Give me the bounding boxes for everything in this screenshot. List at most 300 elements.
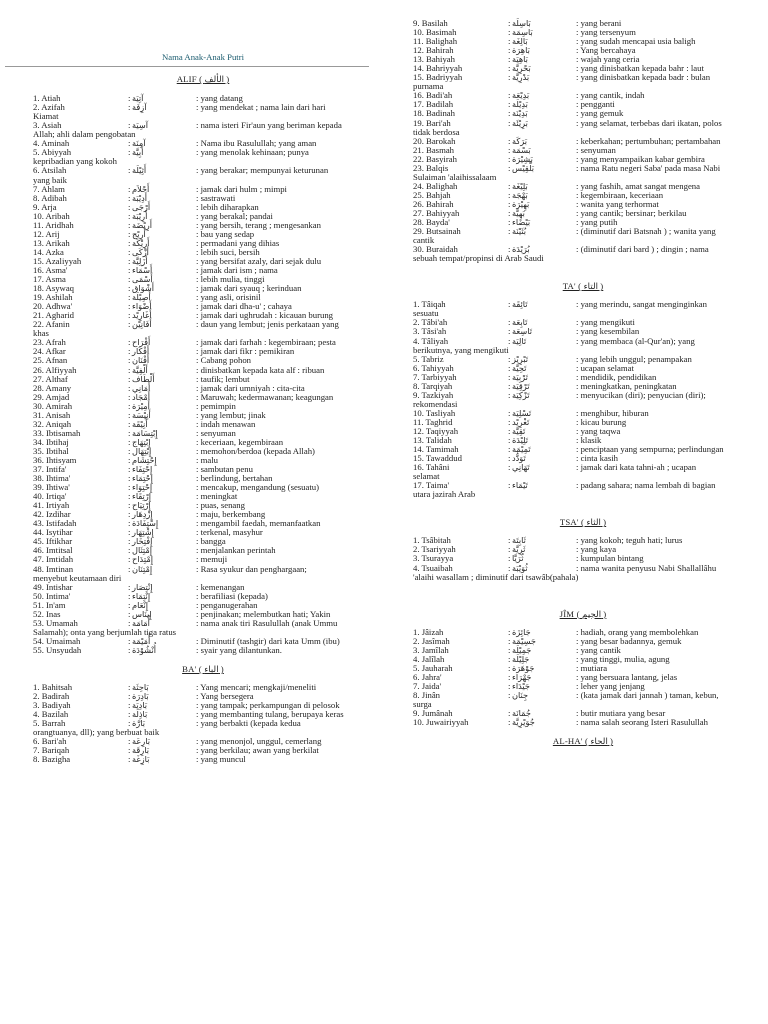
entry-meaning: : mengambil faedah, memanfaatkan — [196, 518, 321, 529]
entry-meaning: : jamak dari dha-u' ; cahaya — [196, 301, 292, 312]
name-entry — [413, 564, 753, 582]
entry-name: 11. Balighah — [413, 36, 458, 47]
entry-meaning: : (diminutif dari bard ) ; dingin ; nama — [576, 244, 709, 255]
entry-arabic: أَسْمَى — [132, 274, 153, 285]
entry-separator: : — [128, 545, 131, 556]
entry-arabic: بَلِيْغَة — [512, 180, 528, 191]
entry-separator: : — [128, 102, 131, 113]
entry-meaning: : pemimpin — [196, 400, 236, 411]
entry-separator: : — [508, 444, 511, 455]
entry-arabic: أَفَانِيْن — [132, 319, 152, 330]
entry-name: 41. Irtiyah — [33, 500, 70, 511]
entry-arabic: جِنَان — [512, 690, 529, 700]
section-heading: TA' ( التاء ) — [562, 281, 604, 292]
entry-separator: : — [128, 509, 131, 520]
entry-name: 4. Jalîlah — [413, 653, 445, 664]
entry-arabic: أَلْفِيَّة — [132, 364, 148, 375]
entry-arabic: جَمِيْلَة — [512, 644, 532, 655]
entry-name: 2. Tsariyyah — [413, 544, 456, 555]
entry-meaning: : wajah yang ceria — [576, 54, 640, 65]
entry-separator: : — [508, 626, 511, 637]
entry-meaning: : yang menolak kehinaan; punya — [196, 147, 309, 158]
entry-meaning: : Yang bercahaya — [576, 45, 636, 56]
entry-name: 10. Basimah — [413, 27, 457, 38]
entry-meaning: : Nama ibu Rasulullah; yang aman — [196, 138, 317, 149]
entry-arabic: جَلِيْلَة — [512, 653, 530, 664]
entry-separator: : — [128, 445, 131, 456]
entry-name: 8. Tarqiyah — [413, 380, 453, 391]
document-title: Nama Anak-Anak Putri — [161, 52, 245, 62]
entry-name: 11. Aridhah — [33, 219, 74, 230]
entry-meaning: : maju, berkembang — [196, 509, 266, 520]
entry-arabic: إِحْتِوَاء — [132, 482, 153, 493]
entry-name: 18. Asywaq — [33, 283, 75, 294]
entry-separator: : — [128, 691, 131, 702]
entry-line — [413, 337, 753, 346]
entry-arabic: بَارَّة — [132, 718, 146, 729]
entry-separator: : — [128, 337, 131, 348]
entry-name: 8. Bazigha — [33, 754, 71, 765]
entry-separator: : — [508, 680, 511, 691]
right-name-list — [413, 19, 753, 746]
entry-separator: : — [128, 491, 131, 502]
entry-separator: : — [128, 165, 131, 176]
entry-separator: : — [128, 464, 131, 475]
entry-arabic: أَزَلِيَّة — [132, 255, 148, 266]
entry-arabic: ثُوَيْبَة — [512, 562, 528, 573]
entry-meaning: : yang tampak; perkampungan di pelosok — [196, 700, 340, 711]
entry-name: 28. Bayda' — [413, 217, 450, 228]
entry-separator: : — [128, 754, 131, 765]
entry-name: 16. Badi'ah — [413, 90, 453, 101]
entry-arabic: بَارِعَة — [132, 736, 151, 747]
entry-separator: : — [508, 353, 511, 364]
entry-arabic: أَضْوَاء — [132, 301, 152, 312]
entry-name: 5. Tabriz — [413, 353, 444, 364]
entry-meaning: : yang kesembilan — [576, 326, 640, 337]
name-entry — [33, 166, 373, 184]
section-heading: AL-HA' ( الحاء ) — [552, 736, 614, 747]
name-entry — [33, 121, 373, 139]
entry-arabic: جَهْرَاء — [512, 671, 532, 682]
entry-arabic: أَمْجَاد — [132, 391, 151, 402]
entry-arabic: آمِنَة — [132, 138, 146, 149]
entry-separator: : — [508, 54, 511, 65]
entry-name: 17. Taima' — [413, 480, 450, 491]
entry-arabic: إِمْتِنَان — [132, 563, 153, 574]
entry-separator: : — [128, 617, 131, 628]
entry-meaning: : meningkatkan, peningkatan — [576, 380, 677, 391]
entry-separator: : — [128, 718, 131, 729]
entry-meaning: : bau yang sedap — [196, 228, 255, 239]
entry-meaning: : yang muncul — [196, 754, 246, 765]
entry-meaning: : penciptaan yang sempurna; perlindungan — [576, 444, 724, 455]
entry-name: 12. Taqiyyah — [413, 425, 459, 436]
entry-meaning: : yang cantik — [576, 644, 621, 655]
entry-meaning: : mencakup, mengandung (sesuatu) — [196, 482, 320, 493]
entry-separator: : — [128, 581, 131, 592]
entry-meaning: : senyuman — [576, 144, 616, 155]
entry-name: 1. Tsâbitah — [413, 535, 451, 546]
entry-name: 6. Atsilah — [33, 165, 67, 176]
entry-meaning: : ucapan selamat — [576, 362, 634, 373]
entry-line — [413, 119, 753, 128]
entry-meaning: : yang putih — [576, 217, 618, 228]
entry-separator: : — [508, 63, 511, 74]
entry-name: 2. Jasîmah — [413, 635, 450, 646]
entry-separator: : — [128, 736, 131, 747]
name-entry — [413, 73, 753, 91]
name-entry — [413, 691, 753, 709]
entry-meaning-continued: Kiamat — [33, 111, 59, 122]
section-heading: ALIF ( الألف ) — [176, 74, 230, 85]
entry-arabic: تَغْرِيْد — [512, 416, 530, 427]
entry-line — [33, 619, 373, 628]
entry-arabic: بَشِيْرَة — [512, 153, 533, 164]
entry-arabic: أَشْوَاق — [132, 283, 154, 294]
entry-arabic: آسِيَة — [132, 120, 148, 131]
entry-arabic: تَهَانِي — [512, 462, 530, 473]
entry-arabic: ثَرِيَّة — [512, 544, 526, 555]
entry-line — [33, 755, 373, 764]
entry-separator: : — [508, 544, 511, 555]
entry-meaning: : mendidik, pendidikan — [576, 371, 657, 382]
entry-meaning: : senyuman — [196, 427, 236, 438]
entry-line — [33, 719, 373, 728]
entry-meaning: : kegembiraan, keceriaan — [576, 189, 664, 200]
entry-arabic: بَرَكَة — [512, 135, 528, 146]
entry-name: 6. Bari'ah — [33, 736, 67, 747]
entry-name: 25. Bahjah — [413, 189, 451, 200]
entry-arabic: بَهْجَة — [512, 189, 528, 200]
entry-arabic: تَحِيَّة — [512, 362, 527, 373]
entry-line — [33, 565, 373, 574]
entry-separator: : — [128, 482, 131, 493]
entry-arabic: أَرِيْج — [132, 228, 146, 239]
entry-name: 39. Ihtiwa' — [33, 482, 70, 493]
entry-meaning: : menyucikan (diri); penyucian (diri); — [576, 389, 706, 400]
entry-separator: : — [128, 518, 131, 529]
entry-meaning-continued: orangtuanya, dll); yang berbuat baik — [33, 727, 160, 738]
entry-separator: : — [508, 644, 511, 655]
entry-separator: : — [508, 453, 511, 464]
entry-arabic: تَاسِعَة — [512, 326, 532, 337]
entry-arabic: بَدِيْنَة — [512, 108, 528, 119]
entry-meaning-continued: sesuatu — [413, 308, 439, 319]
entry-name: 17. Asma — [33, 274, 66, 285]
entry-meaning: : yang cantik; bersinar; berkilau — [576, 207, 687, 218]
entry-meaning-continued: yang baik — [33, 174, 68, 185]
entry-meaning: : malu — [196, 454, 218, 465]
entry-separator: : — [508, 553, 511, 564]
entry-meaning-continued: Sulaiman 'alaihissalaam — [413, 171, 497, 182]
entry-arabic: أَثِيْلَة — [132, 165, 147, 176]
entry-arabic: تَرْبِيَة — [512, 371, 528, 382]
entry-arabic: جَيْدَاء — [512, 680, 530, 691]
entry-separator: : — [508, 317, 511, 328]
entry-arabic: أَفْرَاح — [132, 337, 151, 348]
entry-meaning: : yang berakal; pandai — [196, 210, 273, 221]
entry-name: 22. Basyirah — [413, 153, 457, 164]
entry-separator: : — [508, 389, 511, 400]
entry-arabic: بَدِيْلَة — [512, 99, 528, 110]
entry-arabic: أُنْشُوْدَة — [132, 644, 157, 655]
entry-meaning: : sastrawati — [196, 192, 236, 203]
entry-separator: : — [508, 144, 511, 155]
entry-separator: : — [128, 355, 131, 366]
entry-name: 4. Aminah — [33, 138, 70, 149]
entry-name: 5. Jauharah — [413, 662, 453, 673]
entry-separator: : — [508, 708, 511, 719]
entry-separator: : — [508, 635, 511, 646]
entry-name: 24. Afkar — [33, 346, 66, 357]
entry-separator: : — [128, 599, 131, 610]
entry-meaning: : kemenangan — [196, 581, 245, 592]
entry-separator: : — [508, 371, 511, 382]
entry-separator: : — [128, 527, 131, 538]
entry-meaning: : yang selamat, terbebas dari ikatan, polos — [576, 117, 722, 128]
entry-name: 31. Anisah — [33, 409, 71, 420]
entry-meaning-continued: Allah; ahli dalam pengobatan — [33, 129, 136, 140]
entry-meaning-continued: surga — [413, 699, 432, 710]
entry-arabic: تَالِيَة — [512, 335, 527, 346]
entry-name: 53. Umamah — [33, 617, 78, 628]
entry-arabic: إِينَاس — [132, 608, 152, 619]
entry-meaning: : yang asli, orisinil — [196, 292, 261, 303]
entry-name: 11. Taghrid — [413, 416, 453, 427]
entry-name: 55. Unsyudah — [33, 644, 82, 655]
entry-arabic: بَادِيَة — [132, 700, 148, 711]
entry-meaning: : cinta kasih — [576, 453, 618, 464]
entry-name: 20. Barokah — [413, 135, 456, 146]
entry-separator: : — [128, 228, 131, 239]
entry-name: 40. Irtiqa' — [33, 491, 67, 502]
entry-arabic: أَمِيْرَة — [132, 400, 150, 411]
entry-meaning: : wanita yang terhormat — [576, 198, 659, 209]
name-entry — [413, 391, 753, 409]
entry-meaning: : mutiara — [576, 662, 608, 673]
entry-name: 9. Arja — [33, 201, 57, 212]
entry-meaning: : keceriaan, kegembiraan — [196, 436, 284, 447]
entry-arabic: جَسِيْمَة — [512, 635, 536, 646]
entry-separator: : — [128, 210, 131, 221]
entry-arabic: تَسْلِيَة — [512, 407, 532, 418]
entry-separator: : — [128, 563, 131, 574]
entry-name: 7. Ahlam — [33, 183, 65, 194]
entry-separator: : — [508, 135, 511, 146]
entry-name: 32. Aniqah — [33, 418, 72, 429]
entry-arabic: إِمْتِدَاح — [132, 554, 153, 565]
entry-name: 33. Ibtisamah — [33, 427, 81, 438]
entry-separator: : — [128, 120, 131, 131]
entry-separator: : — [128, 391, 131, 402]
entry-name: 2. Badirah — [33, 691, 70, 702]
entry-arabic: أَفْنَان — [132, 355, 150, 366]
name-entry — [413, 337, 753, 355]
entry-separator: : — [128, 237, 131, 248]
entry-meaning: : jamak dari hulm ; mimpi — [196, 183, 287, 194]
entry-separator: : — [508, 435, 511, 446]
entry-meaning: : penjinakan; melembutkan hati; Yakin — [196, 608, 331, 619]
name-entry — [33, 565, 373, 583]
entry-meaning: : nama isteri Fir'aun yang beriman kepada — [196, 120, 342, 131]
entry-arabic: بَادِرَة — [132, 691, 149, 702]
entry-name: 2. Azifah — [33, 102, 65, 113]
entry-meaning: : yang membanting tulang, berupaya keras — [196, 709, 344, 720]
entry-meaning: : lebih mulia, tinggi — [196, 274, 265, 285]
entry-arabic: أَفْكَار — [132, 346, 150, 357]
entry-arabic: جَوْهَرَة — [512, 662, 535, 673]
entry-meaning-continued: sebuah tempat/propinsi di Arab Saudi — [413, 253, 544, 264]
entry-separator: : — [508, 335, 511, 346]
entry-meaning: : yang bersifat azaly, dari sejak dulu — [196, 255, 322, 266]
entry-name: 7. Tarbiyyah — [413, 371, 457, 382]
entry-arabic: أَدِيْبَة — [132, 192, 148, 203]
entry-name: 1. Jâizah — [413, 626, 444, 637]
entry-meaning: : yang tersenyum — [576, 27, 636, 38]
entry-meaning: : yang lebih unggul; penampakan — [576, 353, 692, 364]
entry-meaning: : nama wanita penyusu Nabi Shallallâhu — [576, 562, 717, 573]
entry-line — [413, 164, 753, 173]
entry-arabic: إِنْتِصَار — [132, 581, 153, 592]
entry-arabic: إِمْتِثَال — [132, 545, 153, 556]
entry-separator: : — [508, 72, 511, 83]
entry-meaning: : klasik — [576, 435, 602, 446]
entry-meaning: : yang kaya — [576, 544, 617, 555]
entry-separator: : — [128, 382, 131, 393]
entry-separator: : — [508, 90, 511, 101]
entry-meaning: : yang taqwa — [576, 425, 621, 436]
entry-meaning-continued: utara jazirah Arab — [413, 489, 476, 500]
entry-meaning: : berafiliasi (kepada) — [196, 590, 268, 601]
entry-name: 20. Adhwa' — [33, 301, 73, 312]
entry-meaning: : yang fashih, amat sangat mengena — [576, 180, 700, 191]
entry-name: 15. Badriyyah — [413, 72, 463, 83]
entry-line — [413, 564, 753, 573]
entry-meaning: : memohon/berdoa (kepada Allah) — [196, 445, 315, 456]
entry-separator: : — [128, 246, 131, 257]
entry-meaning-continued: menyebut keutamaan diri — [33, 572, 122, 583]
entry-name: 4. Tâliyah — [413, 335, 449, 346]
entry-separator: : — [508, 671, 511, 682]
entry-name: 46. Imtitsal — [33, 545, 73, 556]
entry-name: 6. Tahiyyah — [413, 362, 454, 373]
entry-name: 13. Talidah — [413, 435, 452, 446]
entry-separator: : — [508, 153, 511, 164]
entry-arabic: بَسْمَة — [512, 144, 531, 155]
entry-line — [33, 166, 373, 175]
entry-separator: : — [128, 500, 131, 511]
entry-line — [33, 320, 373, 329]
entry-meaning-continued: khas — [33, 328, 49, 339]
entry-meaning: : yang bersuara lantang, jelas — [576, 671, 678, 682]
entry-meaning: : meningkat — [196, 491, 238, 502]
entry-separator: : — [128, 635, 131, 646]
entry-arabic: ثَابِتَة — [512, 535, 526, 546]
entry-separator: : — [128, 454, 131, 465]
entry-meaning-continued: tidak berdosa — [413, 126, 460, 137]
entry-arabic: بُرَيْدَة — [512, 244, 530, 255]
entry-arabic: أَرِيْبَة — [132, 210, 148, 221]
entry-arabic: بَرِيْئَة — [512, 117, 528, 128]
entry-separator: : — [128, 427, 131, 438]
section-heading: BA' ( الباء ) — [182, 664, 224, 674]
entry-separator: : — [128, 319, 131, 330]
entry-name: 42. Izdihar — [33, 509, 71, 520]
entry-name: 23. Balqis — [413, 162, 449, 173]
entry-meaning: : (diminutif dari Batsnah ) ; wanita yang — [576, 226, 716, 237]
entry-arabic: بَاهِرَة — [512, 45, 530, 56]
entry-meaning: : yang mendekat ; nama lain dari hari — [196, 102, 326, 113]
entry-meaning: : jamak dari syauq ; kerinduan — [196, 283, 302, 294]
entry-arabic: آزِفَة — [132, 102, 147, 113]
entry-meaning: : yang sudah mencapai usia baligh — [576, 36, 696, 47]
entry-meaning: : padang sahara; nama lembah di bagian — [576, 480, 716, 491]
entry-arabic: بَلْقِيْس — [512, 162, 535, 173]
entry-arabic: أَلْطَاف — [132, 373, 155, 384]
entry-line — [413, 391, 753, 400]
entry-arabic: بَدْرِيَّة — [512, 72, 530, 83]
entry-arabic: تَرْقِيَة — [512, 380, 530, 391]
entry-separator: : — [508, 36, 511, 47]
entry-meaning: : bangga — [196, 536, 226, 547]
entry-arabic: ثُرَيَّا — [512, 553, 524, 564]
entry-line — [413, 245, 753, 254]
entry-meaning: : yang kokoh; teguh hati; lurus — [576, 535, 683, 546]
entry-name: 34. Ibtihaj — [33, 436, 69, 447]
entry-name: 3. Badiyah — [33, 700, 71, 711]
entry-name: 8. Jinân — [413, 690, 441, 700]
entry-separator: : — [508, 99, 511, 110]
entry-separator: : — [128, 183, 131, 194]
entry-separator: : — [128, 536, 131, 547]
entry-separator: : — [508, 217, 511, 228]
entry-name: 4. Tsuaibah — [413, 562, 453, 573]
entry-separator: : — [508, 27, 511, 38]
entry-line — [413, 691, 753, 700]
entry-separator: : — [128, 554, 131, 565]
entry-name: 23. Afrah — [33, 337, 66, 348]
entry-meaning: : yang bersih, terang ; mengesankan — [196, 219, 321, 230]
entry-arabic: تَزْكِيَة — [512, 389, 530, 400]
entry-meaning-continued: cantik — [413, 235, 435, 246]
entry-separator: : — [128, 292, 131, 303]
section-heading: TSA' ( الثاء ) — [559, 517, 607, 528]
entry-separator: : — [128, 201, 131, 212]
entry-meaning: : (kata jamak dari jannah ) taman, kebun, — [576, 690, 719, 700]
name-entry — [33, 103, 373, 121]
entry-meaning: : keberkahan; pertumbuhan; pertambahan — [576, 135, 721, 146]
entry-separator: : — [508, 226, 511, 237]
entry-separator: : — [508, 244, 511, 255]
entry-arabic: بَهِيْرَة — [512, 198, 530, 209]
entry-arabic: آتِيَة — [132, 93, 144, 104]
entry-meaning-continued: Salamah); onta yang berjumlah tiga ratus — [33, 626, 177, 637]
entry-meaning: : yang berkilau; awan yang berkilat — [196, 745, 319, 756]
entry-name: 29. Butsainah — [413, 226, 461, 237]
entry-arabic: إِفْتِخَار — [132, 536, 153, 547]
entry-name: 44. Isytihar — [33, 527, 73, 538]
entry-meaning: : Diminutif (tashgir) dari kata Umm (ibu) — [196, 635, 340, 646]
entry-name: 19. Bari'ah — [413, 117, 451, 128]
entry-separator: : — [508, 189, 511, 200]
entry-line — [413, 73, 753, 82]
entry-name: 24. Balighah — [413, 180, 458, 191]
entry-line — [33, 148, 373, 157]
name-entry — [413, 245, 753, 263]
entry-separator: : — [508, 535, 511, 546]
entry-arabic: إِحْتِشَام — [132, 454, 157, 465]
